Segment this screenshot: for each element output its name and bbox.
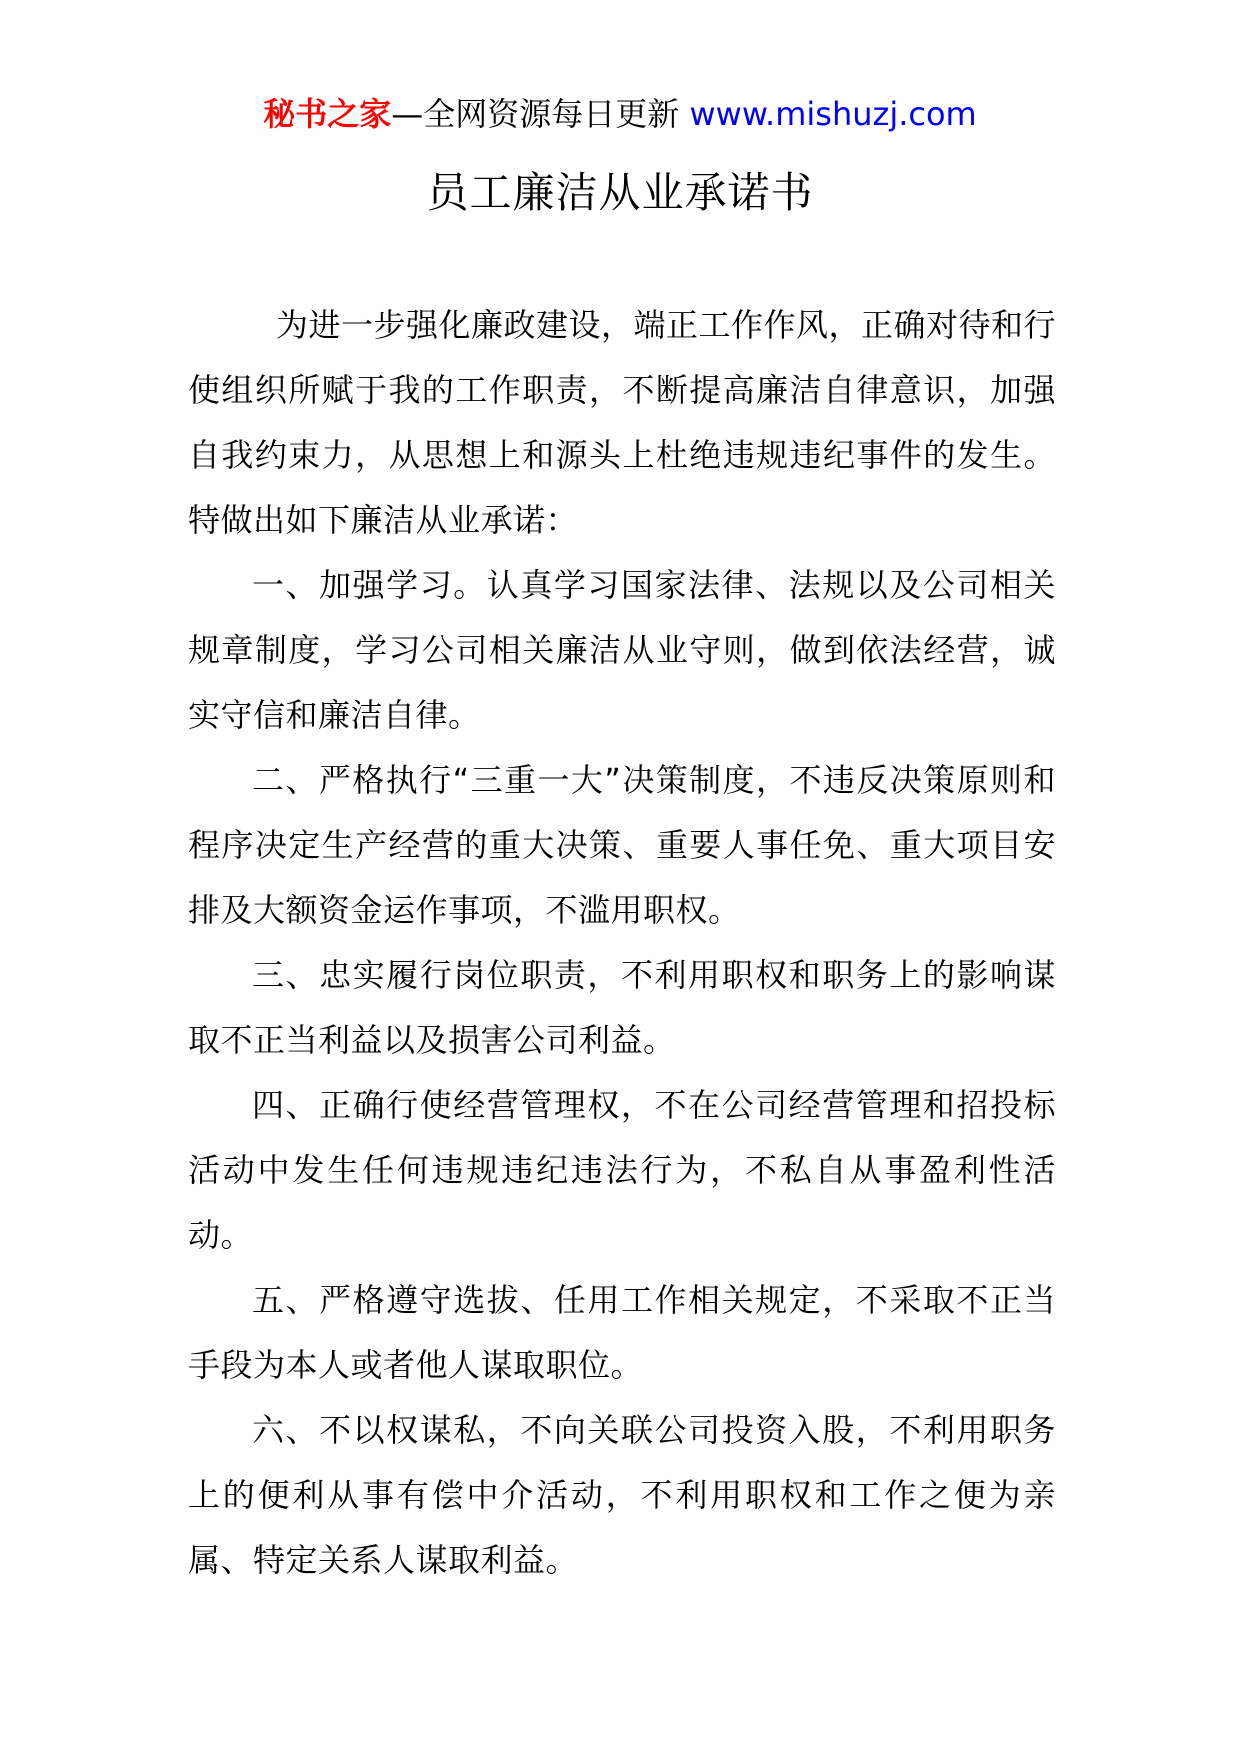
paragraph-commitment-5: 五、严格遵守选拔、任用工作相关规定，不采取不正当手段为本人或者他人谋取职位。: [188, 1281, 1056, 1384]
paragraph-commitment-3: 三、忠实履行岗位职责，不利用职权和职务上的影响谋取不正当利益以及损害公司利益。: [188, 956, 1056, 1059]
document-body: [188, 293, 1056, 1593]
site-header: [0, 94, 1240, 134]
document-title: 员工廉洁从业承诺书: [426, 168, 814, 217]
paragraph-commitment-1: 一、加强学习。认真学习国家法律、法规以及公司相关规章制度，学习公司相关廉洁从业守则，做到依法经营，诚实守信和廉洁自律。: [188, 566, 1056, 734]
site-url-link[interactable]: www.mishuzj.com: [689, 95, 977, 133]
paragraph-intro: 为进一步强化廉政建设，端正工作作风，正确对待和行使组织所赋于我的工作职责，不断提高廉洁自律意识，加强自我约束力，从思想上和源头上杜绝违规违纪事件的发生。特做出如下廉洁从业承诺：: [188, 306, 1057, 539]
site-brand: 秘书之家: [263, 95, 392, 133]
paragraph-commitment-4: 四、正确行使经营管理权，不在公司经营管理和招投标活动中发生任何违规违纪违法行为，不私自从事盈利性活动。: [188, 1086, 1056, 1254]
paragraph-commitment-2: 二、严格执行“三重一大”决策制度，不违反决策原则和程序决定生产经营的重大决策、重要人事任免、重大项目安排及大额资金运作事项，不滥用职权。: [188, 761, 1056, 929]
site-tagline: —全网资源每日更新: [391, 95, 690, 133]
paragraph-commitment-6: 六、不以权谋私，不向关联公司投资入股，不利用职务上的便利从事有偿中介活动，不利用职权和工作之便为亲属、特定关系人谋取利益。: [188, 1411, 1056, 1579]
